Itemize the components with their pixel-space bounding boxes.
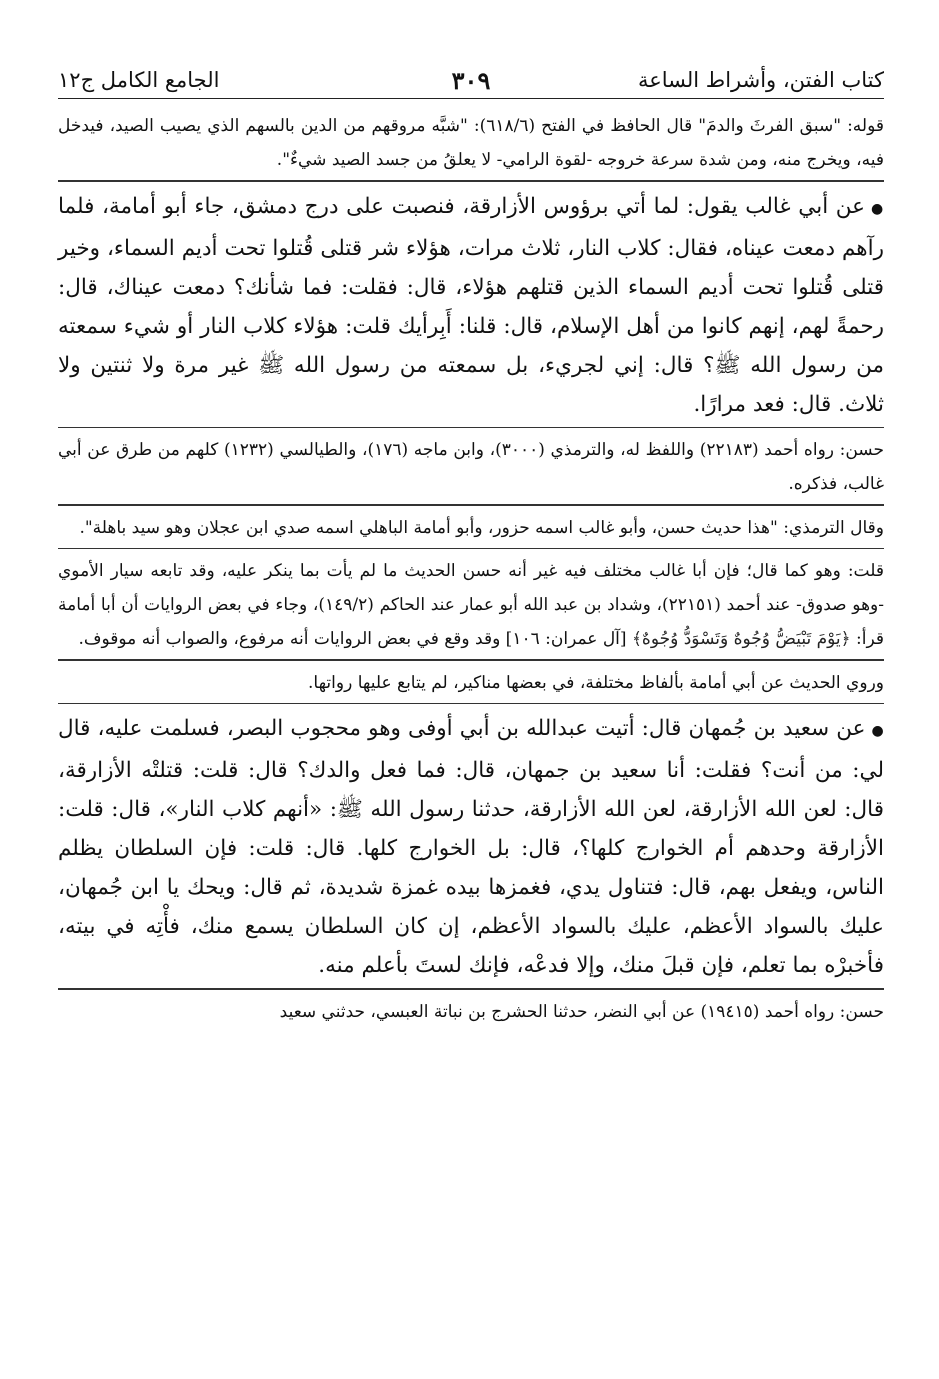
divider bbox=[58, 659, 884, 661]
page-content bbox=[58, 109, 884, 1029]
book-title: كتاب الفتن، وأشراط الساعة bbox=[637, 68, 884, 92]
note-text: قلت: وهو كما قال؛ فإن أبا غالب مختلف فيه غير أنه حسن الحديث ما لم يأت بما ينكر عليه، وقد تابعه سيار الأموي -وهو صدوق- عند أحمد (٢٢١٥١)، وشداد بن عبد الله أبو عمار عند الحاكم (١٤٩/٢)، وجاء في بعض الروايات أن أبا أمامة قرأ: bbox=[58, 561, 884, 649]
footnote-paragraph: قوله: "سبق الفرثَ والدمَ" قال الحافظ في الفتح (٦١٨/٦): "شبَّه مروقهم من الدين بالسهم الذي يصيب الصيد، فيدخل فيه، ويخرج منه، ومن شدة سرعة خروجه -لقوة الرامي- لا يعلقُ من جسد الصيد شيءٌ". bbox=[58, 116, 884, 170]
bullet-icon: ● bbox=[871, 723, 884, 739]
volume-title: الجامع الكامل ج١٢ bbox=[58, 68, 220, 92]
divider bbox=[58, 427, 884, 429]
document-page bbox=[58, 60, 884, 1029]
note-text: [آل عمران: ١٠٦] وقد وقع في بعض الروايات أنه مرفوع، والصواب أنه موقوف. bbox=[78, 629, 632, 649]
hadith-text: عن أبي غالب يقول: لما أتي برؤوس الأزارقة، فنصبت على درج دمشق، جاء أبو أمامة، فلما رآهم دمعت عيناه، فقال: كلاب النار، ثلاث مرات، هؤلاء شر قتلى قُتلوا تحت أديم السماء، وخير قتلى قُتلوا تحت أديم السماء الذين قتلهم هؤلاء، قال: فقلت: فما شأنك؟ دمعت عيناك، قال: رحمةً لهم، إنهم كانوا من أهل الإسلام، قال: قلنا: أَبِرأيك قلت: هؤلاء كلاب النار أو شيء سمعته من رسول الله ﷺ؟ قال: إني لجريء، بل سمعته من رسول الله ﷺ غير مرة ولا ثنتين ولا ثلاث. قال: فعد مرارًا. bbox=[58, 193, 884, 417]
takhrij-paragraph: حسن: رواه أحمد (١٩٤١٥) عن أبي النضر، حدثنا الحشرج بن نباتة العبسي، حدثني سعيد bbox=[279, 1001, 884, 1022]
page-number: ٣٠٩ bbox=[451, 66, 491, 95]
divider bbox=[58, 988, 884, 990]
hadith-paragraph bbox=[58, 709, 884, 985]
divider bbox=[58, 504, 884, 506]
divider bbox=[58, 703, 884, 705]
footnote-paragraph: وروي الحديث عن أبي أمامة بألفاظ مختلفة، في بعضها مناكير، لم يتابع عليها رواتها. bbox=[308, 672, 884, 693]
hadith-text: عن سعيد بن جُمهان قال: أتيت عبدالله بن أبي أوفى وهو محجوب البصر، فسلمت عليه، قال لي: من أنت؟ فقلت: أنا سعيد بن جمهان، قال: فما فعل والدك؟ قال: قلت: قتلتْه الأزارقة، قال: لعن الله الأزارقة، لعن الله الأزارقة، حدثنا رسول الله ﷺ: «أنهم كلاب النار»، قال: قلت: الأزارقة وحدهم أم الخوارج كلها؟، قال: بل الخوارج كلها. قال: قلت: فإن السلطان يظلم الناس، ويفعل بهم، قال: فتناول يدي، فغمزها بيده غمزة شديدة، ثم قال: ويحك يا ابن جُمهان، عليك بالسواد الأعظم، عليك بالسواد الأعظم، إن كان السلطان يسمع منك، فأْتِه في بيته، فأخبرْه بما تعلم، فإن قبلَ منك، وإلا فدعْه، فإنك لستَ بأعلم منه. bbox=[58, 716, 884, 978]
quran-verse: ﴿يَوْمَ تَبْيَضُّ وُجُوهٌ وَتَسْوَدُّ وُجُوهٌ﴾ bbox=[631, 629, 851, 649]
bullet-icon: ● bbox=[871, 200, 885, 217]
divider bbox=[58, 548, 884, 550]
divider bbox=[58, 180, 884, 182]
footnote-paragraph bbox=[58, 554, 884, 656]
footnote-paragraph: وقال الترمذي: "هذا حديث حسن، وأبو غالب اسمه حزور، وأبو أمامة الباهلي اسمه صدي ابن عجلان وهو سيد باهلة". bbox=[79, 517, 884, 538]
hadith-paragraph bbox=[58, 187, 884, 424]
page-header bbox=[58, 60, 884, 99]
takhrij-paragraph: حسن: رواه أحمد (٢٢١٨٣) واللفظ له، والترمذي (٣٠٠٠)، وابن ماجه (١٧٦)، والطيالسي (١٢٣٢) كلهم من طرق عن أبي غالب، فذكره. bbox=[58, 440, 884, 494]
